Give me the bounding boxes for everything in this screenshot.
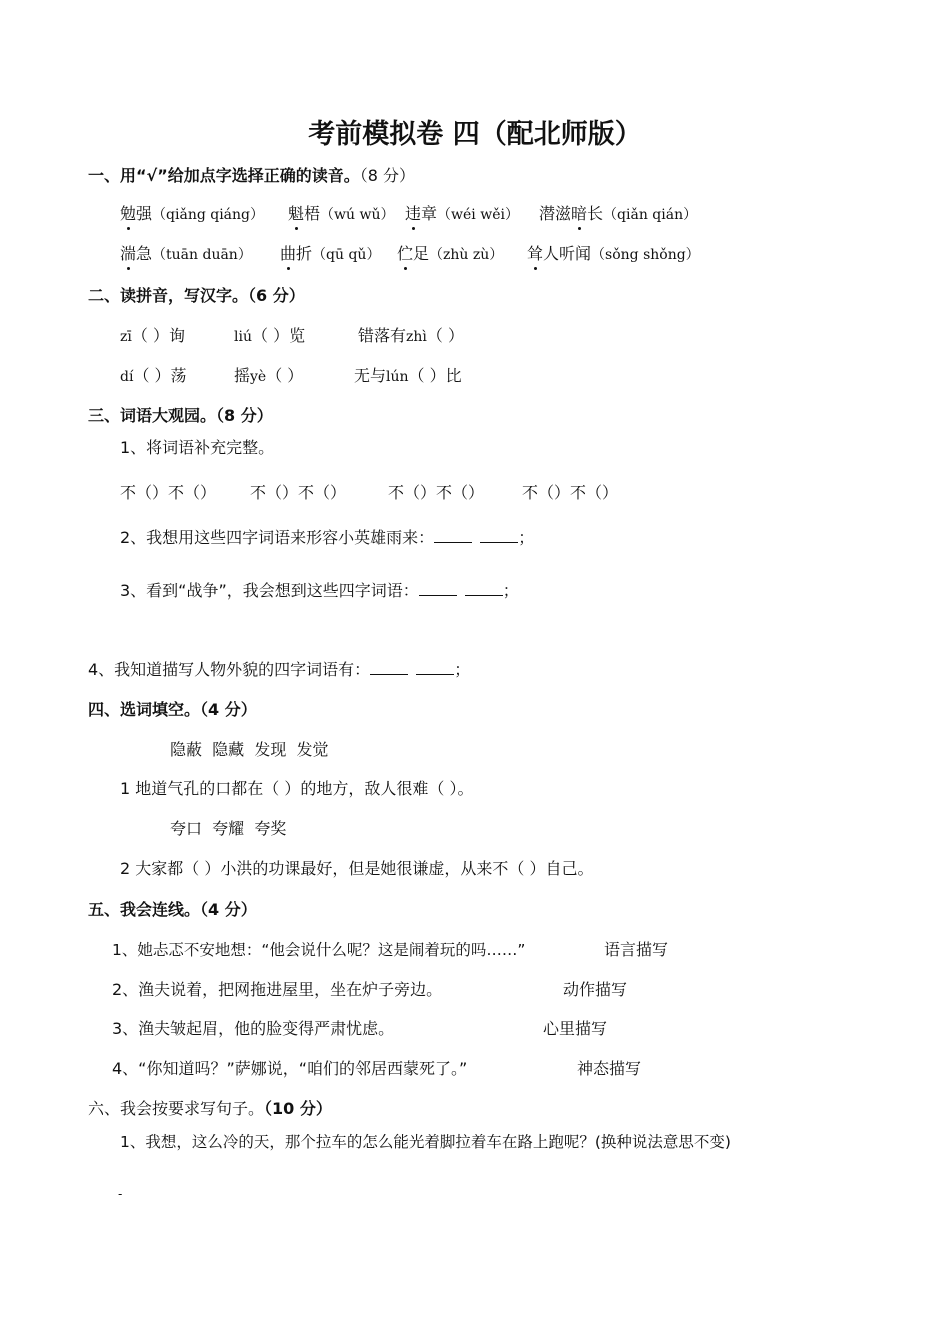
pinyin-options[interactable]: （zhù zù） [429,247,504,263]
section-2-heading: 二、读拼音，写汉字。（6 分） [88,286,305,305]
section-3-score: （8 分） [216,406,273,425]
reading-item: 违章（wéi wěi） [405,204,519,223]
pinyin-item-di: dí（ ）荡 [120,366,187,385]
section-3-q2: 2、我想用这些四字词语来形容小英雄雨来： ； [120,528,535,547]
answer-blank[interactable] [434,528,472,543]
answer-blank[interactable] [419,581,457,596]
page-title: 考前模拟卷 四（配北师版） [308,119,642,150]
dotted-character: 勉 [120,204,137,223]
dotted-character: 伫 [397,244,414,263]
section-3-q1: 1、将词语补充完整。 [120,438,275,457]
match-left-item: 4、“你知道吗？”萨娜说，“咱们的邻居西蒙死了。” [112,1059,468,1078]
pinyin-item-lun: 无与lún（ ）比 [354,366,462,385]
section-3-q4: 4、我知道描写人物外貌的四字词语有： ； [88,660,471,679]
match-right-item: 心里描写 [543,1019,608,1038]
answer-blank[interactable] [416,660,454,675]
reading-item: 耸人听闻（sǒng shǒng） [527,244,700,263]
reading-item: 潜滋暗长（qiǎn qián） [539,204,698,223]
section-6-q1: 1、我想，这么冷的天，那个拉车的怎么能光着脚拉着车在路上跑呢？(换种说法意思不变) [120,1133,731,1151]
match-right-item: 动作描写 [563,980,628,999]
section-6-score: （10 分） [264,1099,332,1118]
answer-line-mark: - [118,1187,123,1201]
match-left-item: 3、渔夫皱起眉，他的脸变得严肃忧虑。 [112,1019,395,1038]
word-bank-1: 隐蔽 隐藏 发现 发觉 [170,740,329,759]
pinyin-item-ye: 摇yè（ ） [234,366,304,385]
section-4-q2: 2 大家都（ ）小洪的功课最好，但是她很谦虚，从来不（ ）自己。 [120,859,594,878]
match-left-item: 2、渔夫说着，把网拖进屋里，坐在炉子旁边。 [112,980,443,999]
section-5-score: （4 分） [200,900,257,919]
pinyin-options[interactable]: （tuān duān） [152,247,252,263]
pinyin-options[interactable]: （qiǎn qián） [603,207,698,223]
section-6-heading: 六、我会按要求写句子。（10 分） [88,1099,332,1118]
reading-item: 伫足（zhù zù） [397,244,504,263]
pinyin-options[interactable]: （qiǎng qiáng） [152,207,265,223]
pinyin-options[interactable]: （wú wǔ） [320,207,395,223]
fill-item: 不（）不（） [250,483,347,502]
pinyin-item-zi: zī（ ）询 [120,326,185,345]
answer-blank[interactable] [480,528,518,543]
answer-blank[interactable] [370,660,408,675]
fill-item: 不（）不（） [120,483,217,502]
fill-item: 不（）不（） [522,483,619,502]
match-right-item: 语言描写 [604,940,669,959]
reading-item: 魁梧（wú wǔ） [288,204,395,223]
reading-item: 湍急（tuān duān） [120,244,252,263]
section-3-q3: 3、看到“战争”，我会想到这些四字词语： ； [120,581,519,600]
section-2-score: （6 分） [248,286,305,305]
match-left-item: 1、她忐忑不安地想：“他会说什么呢？这是闹着玩的吗……” [112,941,526,959]
dotted-character: 湍 [120,244,137,263]
answer-blank[interactable] [465,581,503,596]
reading-item: 曲折（qū qǔ） [280,244,381,263]
section-4-q1: 1 地道气孔的口都在（ ）的地方，敌人很难（ ）。 [120,779,474,798]
match-right-item: 神态描写 [577,1059,642,1078]
section-5-heading: 五、我会连线。（4 分） [88,900,257,919]
section-4-heading: 四、选词填空。（4 分） [88,700,257,719]
pinyin-item-zhi: 错落有zhì（ ） [358,326,464,345]
section-1-heading: 一、用“√”给加点字选择正确的读音。（8 分） [88,166,415,185]
reading-item: 勉强（qiǎng qiáng） [120,204,265,223]
pinyin-options[interactable]: （sǒng shǒng） [591,247,700,263]
dotted-character: 魁 [288,204,305,223]
dotted-character: 违 [405,204,422,223]
word-bank-2: 夸口 夸耀 夸奖 [170,819,287,838]
section-1-score: （8 分） [359,166,415,185]
pinyin-item-liu: liú（ ）览 [234,326,306,345]
fill-item: 不（）不（） [388,483,485,502]
dotted-character: 曲 [280,244,297,263]
dotted-character: 暗 [571,204,588,223]
dotted-character: 耸 [527,244,544,263]
pinyin-options[interactable]: （wéi wěi） [437,207,519,223]
section-3-heading: 三、词语大观园。（8 分） [88,406,273,425]
section-4-score: （4 分） [200,700,257,719]
pinyin-options[interactable]: （qū qǔ） [312,247,381,263]
